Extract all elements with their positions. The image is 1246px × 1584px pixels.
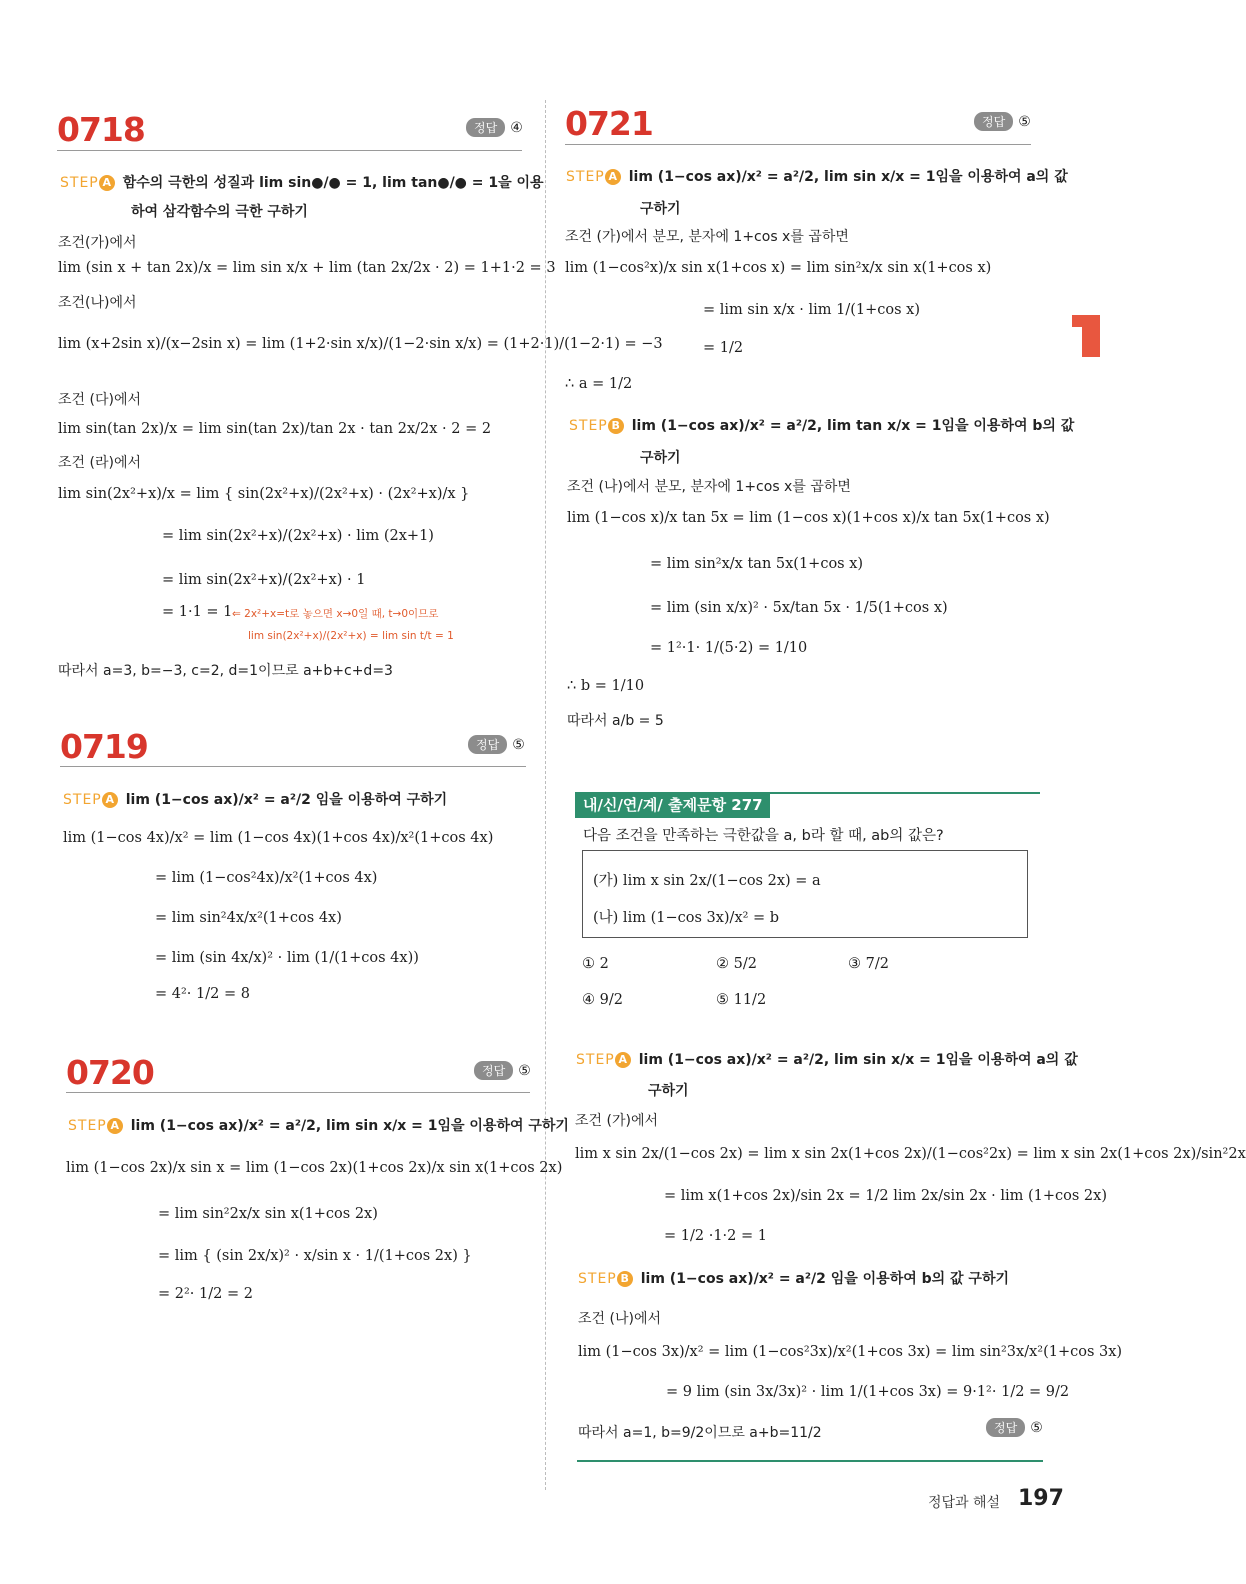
step-tag: STEP (578, 1271, 617, 1287)
equation-bank-b1: lim (1−cos 3x)/x² = lim (1−cos²3x)/x²(1+cos 3x) = lim sin²3x/x²(1+cos 3x) (578, 1344, 1123, 1360)
equation-ra-4: = 1·1 = 1 (162, 604, 233, 620)
equation-ga: lim (sin x + tan 2x)/x = lim sin x/x + lim (tan 2x/2x · 2) = 1+1·2 = 3 (58, 260, 556, 276)
equation-ra-1: lim sin(2x²+x)/x = lim { sin(2x²+x)/(2x²+x) · (2x²+x)/x } (58, 486, 470, 502)
answer-tag-bank (986, 1418, 1043, 1437)
conclusion-0721: 따라서 a/b = 5 (567, 713, 664, 729)
condition-a-0721: 조건 (가)에서 분모, 분자에 1+cos x를 곱하면 (565, 229, 849, 245)
choice-4: ④ 9/2 (582, 992, 623, 1008)
problem-number-0719: 0719 (60, 727, 148, 766)
equation-bank-a2: = lim x(1+cos 2x)/sin 2x = 1/2 lim 2x/sin 2x · lim (1+cos 2x) (664, 1188, 1107, 1204)
header-rule-0718 (57, 150, 522, 151)
equation-ra-3: = lim sin(2x²+x)/(2x²+x) · 1 (162, 572, 366, 588)
answer-label: 정답 (468, 735, 507, 754)
substitution-note-formula: lim sin(2x²+x)/(2x²+x) = lim sin t/t = 1 (248, 630, 454, 642)
equation-bank-b2: = 9 lim (sin 3x/3x)² · lim 1/(1+cos 3x) = 9·1²· 1/2 = 9/2 (666, 1384, 1070, 1400)
step-letter-badge: B (617, 1271, 633, 1287)
step-tag: STEP (569, 418, 608, 434)
bank-header-line (765, 792, 1040, 794)
result-a-0721: ∴ a = 1/2 (565, 376, 633, 392)
answer-tag-0721 (974, 112, 1031, 131)
conclusion-0718: 따라서 a=3, b=−3, c=2, d=1이므로 a+b+c+d=3 (58, 663, 393, 679)
page-number: 197 (1018, 1486, 1064, 1511)
equation-da: lim sin(tan 2x)/x = lim sin(tan 2x)/tan 2x · tan 2x/2x · 2 = 2 (58, 421, 492, 437)
header-rule-0719 (60, 766, 526, 767)
bank-condition-ga: (가) lim x sin 2x/(1−cos 2x) = a (593, 873, 821, 889)
answer-label: 정답 (474, 1061, 513, 1080)
equation-0721-b3: = lim (sin x/x)² · 5x/tan 5x · 1/5(1+cos x) (650, 600, 948, 616)
condition-b-0721: 조건 (나)에서 분모, 분자에 1+cos x를 곱하면 (567, 479, 851, 495)
step-text: 함수의 극한의 성질과 lim sin●/● = 1, lim tan●/● = 1을 이용 (122, 175, 544, 191)
equation-0719-3: = lim sin²4x/x²(1+cos 4x) (155, 910, 342, 926)
step-b-bank (578, 1268, 1009, 1288)
condition-b-bank: 조건 (나)에서 (578, 1311, 661, 1327)
condition-da-label: 조건 (다)에서 (58, 392, 141, 408)
step-letter-badge: A (615, 1052, 631, 1068)
step-text: lim (1−cos ax)/x² = a²/2 임을 이용하여 구하기 (125, 792, 448, 808)
equation-0720-3: = lim { (sin 2x/x)² · x/sin x · 1/(1+cos 2x) } (158, 1248, 472, 1264)
problem-number-0720: 0720 (66, 1053, 154, 1092)
step-letter-badge: A (107, 1118, 123, 1134)
bank-condition-box (582, 850, 1028, 938)
step-letter-badge: A (99, 175, 115, 191)
step-a-0719 (63, 789, 447, 809)
step-letter-badge: B (608, 418, 624, 434)
step-tag: STEP (68, 1118, 107, 1134)
answer-value: ⑤ (512, 736, 525, 753)
equation-0719-4: = lim (sin 4x/x)² · lim (1/(1+cos 4x)) (155, 950, 419, 966)
choice-1: ① 2 (582, 956, 609, 972)
header-rule-0720 (66, 1092, 530, 1093)
step-tag: STEP (63, 792, 102, 808)
step-b-0721-line2: 구하기 (640, 450, 681, 466)
equation-0721-b4: = 1²·1· 1/(5·2) = 1/10 (650, 640, 808, 656)
step-text: lim (1−cos ax)/x² = a²/2 임을 이용하여 b의 값 구하기 (640, 1271, 1010, 1287)
step-tag: STEP (60, 175, 99, 191)
footer-section-label: 정답과 해설 (928, 1495, 1001, 1511)
problem-number-0721: 0721 (565, 104, 653, 143)
step-text: lim (1−cos ax)/x² = a²/2, lim sin x/x = 1임을 이용하여 a의 값 (628, 169, 1068, 185)
equation-0721-a2: = lim sin x/x · lim 1/(1+cos x) (703, 302, 920, 318)
step-tag: STEP (576, 1052, 615, 1068)
step-a-bank (576, 1049, 1078, 1069)
choice-3: ③ 7/2 (848, 956, 889, 972)
equation-ra-2: = lim sin(2x²+x)/(2x²+x) · lim (2x+1) (162, 528, 434, 544)
substitution-note: ⇐ 2x²+x=t로 놓으면 x→0일 때, t→0이므로 (232, 608, 439, 620)
answer-value: ④ (510, 119, 523, 136)
bank-problem-title: 내/신/연/계/ 출제문항 277 (575, 792, 770, 818)
bank-problem-header (575, 792, 1040, 818)
equation-0719-2: = lim (1−cos²4x)/x²(1+cos 4x) (155, 870, 378, 886)
equation-bank-a3: = 1/2 ·1·2 = 1 (664, 1228, 767, 1244)
answer-tag-0718 (466, 118, 523, 137)
answer-label: 정답 (974, 112, 1013, 131)
header-rule-0721 (565, 144, 1031, 145)
problem-number-0718: 0718 (57, 110, 145, 149)
condition-ga-label: 조건(가)에서 (58, 235, 137, 251)
equation-0720-1: lim (1−cos 2x)/x sin x = lim (1−cos 2x)(1+cos 2x)/x sin x(1+cos 2x) (66, 1160, 563, 1176)
step-b-0721 (569, 415, 1074, 435)
step-text: lim (1−cos ax)/x² = a²/2, lim sin x/x = 1임을 이용하여 구하기 (130, 1118, 569, 1134)
result-b-0721: ∴ b = 1/10 (567, 678, 645, 694)
answer-tag-0719 (468, 735, 525, 754)
equation-0719-1: lim (1−cos 4x)/x² = lim (1−cos 4x)(1+cos 4x)/x²(1+cos 4x) (63, 830, 494, 846)
equation-bank-a1: lim x sin 2x/(1−cos 2x) = lim x sin 2x(1+cos 2x)/(1−cos²2x) = lim x sin 2x(1+cos 2x)/sin²2x (575, 1146, 1246, 1162)
step-letter-badge: A (102, 792, 118, 808)
equation-0721-a1: lim (1−cos²x)/x sin x(1+cos x) = lim sin²x/x sin x(1+cos x) (565, 260, 992, 276)
conclusion-bank: 따라서 a=1, b=9/2이므로 a+b=11/2 (578, 1425, 822, 1441)
step-a-0721 (566, 166, 1068, 186)
answer-label: 정답 (986, 1418, 1025, 1437)
equation-0719-5: = 4²· 1/2 = 8 (155, 986, 250, 1002)
answer-value: ⑤ (1030, 1419, 1043, 1436)
step-a-0721-line2: 구하기 (640, 201, 681, 217)
choice-2: ② 5/2 (716, 956, 757, 972)
answer-label: 정답 (466, 118, 505, 137)
equation-0720-2: = lim sin²2x/x sin x(1+cos 2x) (158, 1206, 378, 1222)
bank-question: 다음 조건을 만족하는 극한값을 a, b라 할 때, ab의 값은? (583, 828, 944, 844)
step-text: lim (1−cos ax)/x² = a²/2, lim tan x/x = 1임을 이용하여 b의 값 (631, 418, 1075, 434)
condition-na-label: 조건(나)에서 (58, 295, 137, 311)
step-a-0720 (68, 1115, 569, 1135)
answer-tag-0720 (474, 1061, 531, 1080)
condition-a-bank: 조건 (가)에서 (575, 1113, 658, 1129)
step-tag: STEP (566, 169, 605, 185)
equation-0720-4: = 2²· 1/2 = 2 (158, 1286, 253, 1302)
step-a-0718-line2: 하여 삼각함수의 극한 구하기 (131, 204, 308, 220)
answer-value: ⑤ (1018, 113, 1031, 130)
step-letter-badge: A (605, 169, 621, 185)
choice-5: ⑤ 11/2 (716, 992, 767, 1008)
bank-condition-na: (나) lim (1−cos 3x)/x² = b (593, 910, 780, 926)
bank-bottom-rule (577, 1460, 1043, 1462)
equation-na: lim (x+2sin x)/(x−2sin x) = lim (1+2·sin x/x)/(1−2·sin x/x) = (1+2·1)/(1−2·1) = −3 (58, 336, 663, 352)
step-text: lim (1−cos ax)/x² = a²/2, lim sin x/x = 1임을 이용하여 a의 값 (638, 1052, 1078, 1068)
chapter-tab-marker (1082, 315, 1100, 357)
step-a-0718 (60, 172, 544, 192)
equation-0721-b1: lim (1−cos x)/x tan 5x = lim (1−cos x)(1+cos x)/x tan 5x(1+cos x) (567, 510, 1050, 526)
column-divider (545, 100, 546, 1490)
step-a-bank-line2: 구하기 (648, 1083, 689, 1099)
equation-0721-a3: = 1/2 (703, 340, 744, 356)
answer-value: ⑤ (518, 1062, 531, 1079)
equation-0721-b2: = lim sin²x/x tan 5x(1+cos x) (650, 556, 864, 572)
condition-ra-label: 조건 (라)에서 (58, 455, 141, 471)
